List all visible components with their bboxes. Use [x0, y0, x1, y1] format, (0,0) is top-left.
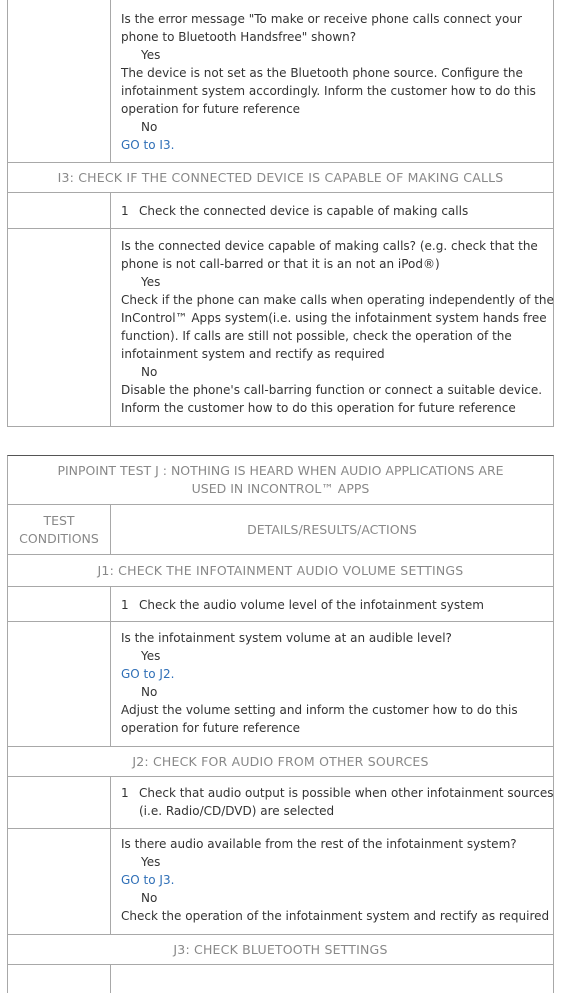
test-conditions-cell — [8, 193, 111, 228]
goto-link[interactable]: GO to J2. — [121, 667, 175, 681]
step-text-line-2: (i.e. Radio/CD/DVD) are selected — [139, 804, 335, 818]
test-conditions-cell — [8, 0, 111, 162]
answer-label: Yes — [141, 649, 161, 663]
goto-link[interactable]: GO to I3. — [121, 138, 175, 152]
j3-step-row — [7, 965, 554, 993]
detail-text: phone is not call-barred or that it is an not an iPod®) — [121, 257, 440, 271]
detail-text: operation for future reference — [121, 721, 301, 735]
j1-step-row — [7, 587, 554, 622]
step-text: Check the connected device is capable of making calls — [139, 204, 469, 218]
j2-result-row — [7, 829, 554, 935]
section-header-j2 — [7, 747, 554, 777]
details-cell — [111, 829, 559, 934]
test-conditions-cell — [8, 965, 111, 993]
detail-text: Inform the customer how to do this operation for future reference — [121, 401, 516, 415]
details-cell — [111, 965, 553, 993]
details-cell — [111, 622, 553, 746]
detail-text: function). If calls are still not possible, check the operation of the — [121, 329, 512, 343]
column-header-test-conditions — [8, 505, 111, 554]
section-header-j3 — [7, 935, 554, 965]
detail-text: Check if the phone can make calls when operating independently of the — [121, 293, 554, 307]
section-header-j1 — [7, 555, 554, 587]
detail-text: phone to Bluetooth Handsfree" shown? — [121, 30, 357, 44]
j2-step-row — [7, 777, 554, 829]
section-title: J2: CHECK FOR AUDIO FROM OTHER SOURCES — [132, 754, 429, 769]
section-title: I3: CHECK IF THE CONNECTED DEVICE IS CAPABLE OF MAKING CALLS — [57, 170, 504, 185]
detail-text: infotainment system accordingly. Inform the customer how to do this — [121, 84, 536, 98]
answer-label: No — [141, 685, 158, 699]
detail-text: Check the operation of the infotainment system and rectify as required — [121, 909, 550, 923]
title-line-2: USED IN INCONTROL™ APPS — [191, 481, 370, 496]
answer-label: Yes — [141, 275, 161, 289]
test-conditions-cell — [8, 829, 111, 934]
header-test-word: TEST — [43, 512, 75, 528]
detail-text: Is there audio available from the rest of the infotainment system? — [121, 837, 517, 851]
details-cell — [111, 229, 561, 426]
i3-result-row — [7, 229, 554, 427]
step-cell — [111, 777, 561, 828]
goto-link[interactable]: GO to J3. — [121, 873, 175, 887]
detail-text: Is the infotainment system volume at an audible level? — [121, 631, 452, 645]
section-title: J1: CHECK THE INFOTAINMENT AUDIO VOLUME SETTINGS — [97, 563, 464, 578]
pinpoint-table-j — [7, 455, 554, 993]
step-number: 1 — [121, 786, 129, 800]
pinpoint-test-title — [7, 455, 554, 505]
section-title: J3: CHECK BLUETOOTH SETTINGS — [173, 942, 388, 957]
answer-label: Yes — [141, 855, 161, 869]
title-line-1: PINPOINT TEST J : NOTHING IS HEARD WHEN AUDIO APPLICATIONS ARE — [57, 463, 504, 478]
i3-step-row — [7, 193, 554, 229]
details-cell — [111, 0, 553, 162]
detail-text: The device is not set as the Bluetooth phone source. Configure the — [121, 66, 523, 80]
step-text-line-1: Check that audio output is possible when other infotainment sources — [139, 786, 554, 800]
j1-result-row — [7, 622, 554, 747]
detail-text: Is the error message "To make or receive phone calls connect your — [121, 12, 522, 26]
test-conditions-cell — [8, 777, 111, 828]
i2-result-row — [7, 0, 554, 163]
detail-text: infotainment system and rectify as required — [121, 347, 385, 361]
pinpoint-table-i — [7, 0, 554, 427]
step-text: Check the audio volume level of the infotainment system — [139, 598, 484, 612]
detail-text: InControl™ Apps system(i.e. using the infotainment system hands free — [121, 311, 547, 325]
detail-text: Disable the phone's call-barring function or connect a suitable device. — [121, 383, 543, 397]
test-conditions-cell — [8, 229, 111, 426]
answer-label: No — [141, 365, 158, 379]
header-conditions-word: CONDITIONS — [19, 530, 99, 546]
detail-text: Is the connected device capable of making calls? (e.g. check that the — [121, 239, 538, 253]
answer-label: No — [141, 891, 158, 905]
step-number: 1 — [121, 598, 129, 612]
test-conditions-cell — [8, 587, 111, 621]
section-header-i3 — [7, 163, 554, 193]
column-header-details: DETAILS/RESULTS/ACTIONS — [247, 522, 417, 537]
test-conditions-cell — [8, 622, 111, 746]
detail-text: Adjust the volume setting and inform the customer how to do this — [121, 703, 518, 717]
column-header-row — [7, 505, 554, 555]
step-cell — [111, 193, 553, 228]
answer-label: Yes — [141, 48, 161, 62]
answer-label: No — [141, 120, 158, 134]
detail-text: operation for future reference — [121, 102, 301, 116]
step-cell — [111, 587, 553, 621]
step-number: 1 — [121, 204, 129, 218]
